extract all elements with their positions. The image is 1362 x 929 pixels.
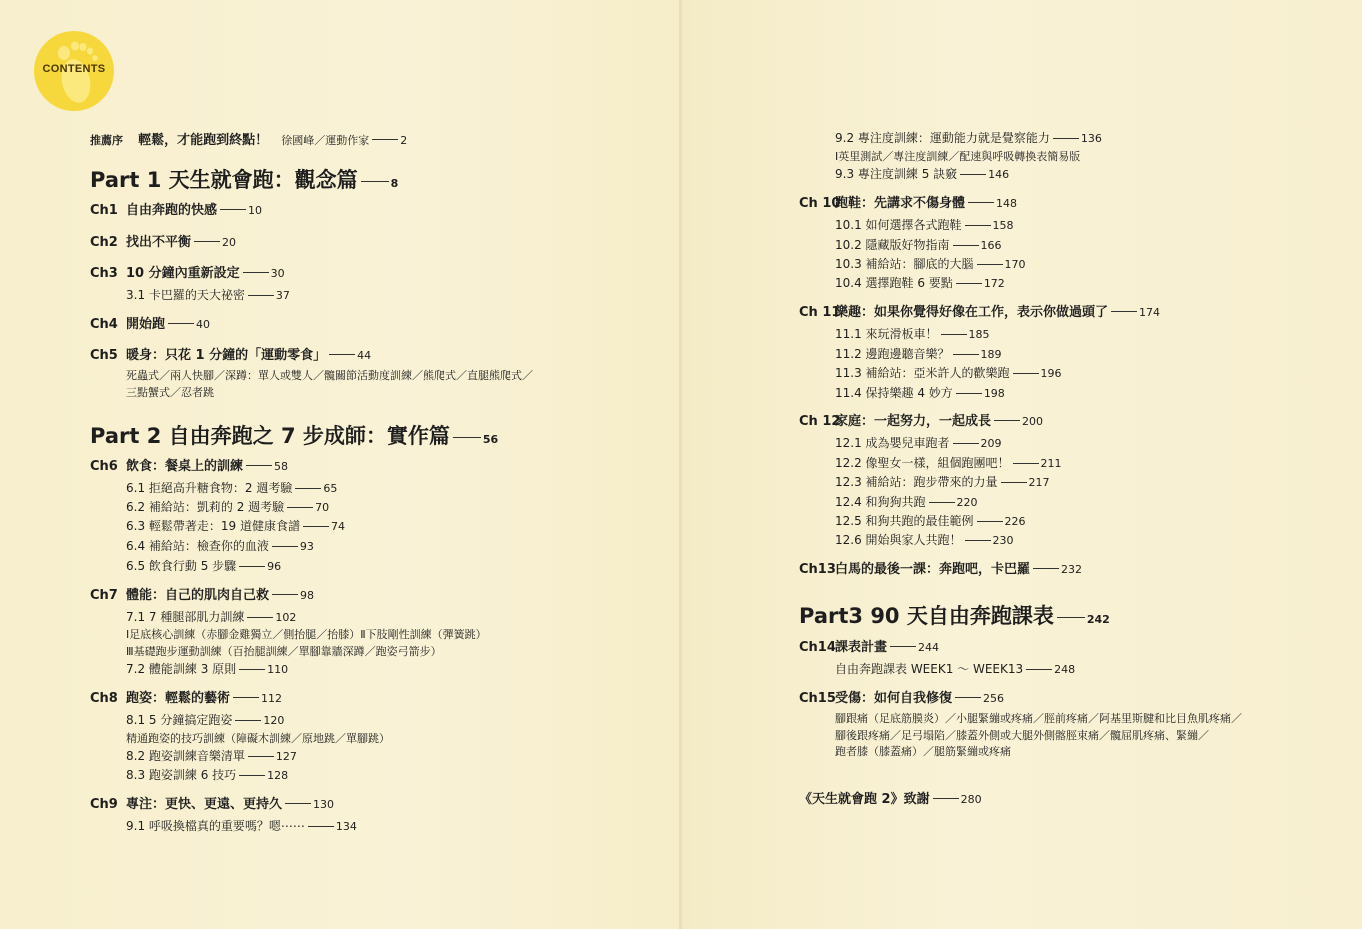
section-title: 12.6 開始與家人共跑！ [835,533,962,547]
page-number: 280 [960,793,982,806]
contents-badge [34,31,114,111]
leader-line [1111,311,1137,312]
leader-line [968,202,994,203]
leader-line [239,775,265,776]
page-number: 196 [1040,367,1062,380]
page-number: 70 [315,501,330,514]
chapter-title: 找出不平衡 [126,235,192,250]
preface-author: 徐國峰／運動作家 [281,134,370,147]
chapter-label: Ch 10 [799,196,841,211]
page-number: 37 [275,289,290,302]
section-title: 3.1 卡巴羅的天大祕密 [126,288,245,302]
chapter-title: 課表計畫 [835,640,888,655]
page-number: 56 [482,433,499,446]
chapter-entry [799,636,939,655]
section-entry [126,608,296,625]
section-entry [835,493,978,510]
chapter-entry [90,344,371,363]
leader-line [372,139,398,140]
chapter-note: 跑者膝（膝蓋痛）／腿筋緊繃或疼痛 [835,745,1011,758]
chapter-entry [90,313,210,332]
chapter-label: Ch9 [90,797,118,812]
page-number: 166 [980,239,1002,252]
section-entry [126,517,345,534]
page-number: 226 [1004,515,1026,528]
section-entry [126,817,357,834]
page-number: 128 [267,769,289,782]
leader-line [272,594,298,595]
page-number: 248 [1054,663,1076,676]
section-title: 自由奔跑課表 WEEK1 ～ WEEK13 [835,662,1024,676]
section-title: 11.1 來玩滑板車！ [835,327,938,341]
section-title: 6.4 補給站：檢查你的血液 [126,539,269,553]
chapter-title: 樂趣：如果你覺得好像在工作，表示你做過頭了 [835,305,1109,320]
section-entry [126,660,288,677]
section-title: 8.1 5 分鐘搞定跑姿 [126,713,233,727]
section-entry [835,364,1062,381]
leader-line [246,465,272,466]
page-number: 172 [983,277,1005,290]
leader-line [308,826,334,827]
page-number: 10 [248,204,263,217]
leader-line [960,174,986,175]
page-number: 40 [196,318,211,331]
section-title: 12.1 成為嬰兒車跑者 [835,436,950,450]
page-number: 189 [980,348,1002,361]
contents-label: CONTENTS [42,63,106,75]
chapter-title: 體能：自己的肌肉自己救 [126,588,270,603]
chapter-entry [90,455,288,474]
page-number: 110 [267,663,289,676]
section-title: 11.3 補給站：亞米許人的歡樂跑 [835,366,1010,380]
leader-line [890,646,916,647]
page-number: 58 [274,460,289,473]
page-number: 98 [300,589,315,602]
leader-line [956,283,982,284]
chapter-label: Ch6 [90,459,118,474]
leader-line [929,502,955,503]
section-title: 6.2 補給站：凱莉的 2 週考驗 [126,500,285,514]
chapter-entry [799,301,1160,320]
page-number: 93 [299,540,314,553]
chapter-label: Ch5 [90,348,118,363]
chapter-label: Ch15 [799,691,836,706]
leader-line [1013,373,1039,374]
page-number: 200 [1022,415,1044,428]
section-entry [835,129,1102,146]
section-title: 10.1 如何選擇各式跑鞋 [835,218,962,232]
section-title: 11.2 邊跑邊聽音樂？ [835,347,950,361]
page-number: 170 [1004,258,1026,271]
leader-line [168,323,194,324]
leader-line [303,526,329,527]
section-title: 6.1 拒絕高升糖食物：2 週考驗 [126,481,293,495]
leader-line [955,697,981,698]
section-title: 12.4 和狗狗共跑 [835,495,926,509]
section-entry [126,537,314,554]
chapter-entry [90,199,262,218]
page-number: 174 [1139,306,1161,319]
page-number: 230 [992,534,1014,547]
page-number: 96 [267,560,282,573]
leader-line [965,540,991,541]
leader-line [194,241,220,242]
section-title: 10.3 補給站：腳底的大腦 [835,257,974,271]
page-number: 136 [1080,132,1102,145]
leader-line [965,225,991,226]
acknowledgements-entry [799,788,982,807]
chapter-title: 暖身：只花 1 分鐘的「運動零食」 [126,348,327,363]
section-title: 9.1 呼吸換檔真的重要嗎？嗯⋯⋯ [126,819,305,833]
leader-line [453,437,481,438]
acknowledgements-title: 《天生就會跑 2》致謝 [799,792,930,807]
leader-line [1033,568,1059,569]
page-number: 127 [275,750,297,763]
page-number: 65 [323,482,338,495]
section-entry [835,255,1026,272]
leader-line [1057,617,1085,618]
page-number: 242 [1086,613,1110,626]
chapter-title: 家庭：一起努力，一起成長 [835,414,992,429]
chapter-entry [799,410,1043,429]
page-number: 2 [400,134,408,147]
section-note: Ⅰ足底核心訓練（赤腳金雞獨立／側抬腿／抬膝）Ⅱ下肢剛性訓練（彈簧跳） [126,628,487,641]
section-title: 6.3 輕鬆帶著走：19 道健康食譜 [126,519,300,533]
page-number: 20 [222,236,237,249]
section-note: Ⅲ基礎跑步運動訓練（百抬腿訓練／單腳靠牆深蹲／跑姿弓箭步） [126,645,442,658]
chapter-entry [90,231,236,250]
chapter-label: Ch3 [90,266,118,281]
chapter-note: 腳後跟疼痛／足弓塌陷／膝蓋外側或大腿外側髂脛束痛／髖屈肌疼痛、緊繃／ [835,729,1209,742]
leader-line [953,245,979,246]
leader-line [977,521,1003,522]
chapter-label: Ch14 [799,640,836,655]
page-number: 146 [988,168,1010,181]
section-entry [835,216,1014,233]
page-number: 8 [390,177,399,190]
leader-line [1026,669,1052,670]
preface-entry [90,129,407,148]
section-title: 12.3 補給站：跑步帶來的力量 [835,475,998,489]
section-entry [835,454,1062,471]
chapter-entry [799,192,1017,211]
leader-line [285,803,311,804]
page-number: 256 [983,692,1005,705]
leader-line [239,566,265,567]
section-title: 12.5 和狗共跑的最佳範例 [835,514,974,528]
chapter-entry [90,262,285,281]
chapter-title: 跑鞋：先講求不傷身體 [835,196,966,211]
page-number: 209 [980,437,1002,450]
page-number: 44 [357,349,372,362]
part-title: Part 1 天生就會跑：觀念篇 [90,168,358,192]
part-heading [799,600,1110,630]
leader-line [243,272,269,273]
part-title: Part 2 自由奔跑之 7 步成師：實作篇 [90,424,450,448]
section-entry [835,345,1002,362]
chapter-entry [90,584,314,603]
page-number: 102 [275,611,297,624]
section-title: 7.1 7 種腿部肌力訓練 [126,610,245,624]
chapter-label: Ch8 [90,691,118,706]
section-note: 精通跑姿的技巧訓練（障礙木訓練／原地跳／單腳跳） [126,732,390,745]
page-number: 30 [270,267,285,280]
leader-line [953,443,979,444]
section-title: 8.3 跑姿訓練 6 技巧 [126,768,237,782]
section-entry [126,557,281,574]
page-number: 112 [261,692,283,705]
chapter-title: 白馬的最後一課：奔跑吧，卡巴羅 [835,562,1031,577]
chapter-entry [799,687,1004,706]
leader-line [247,617,273,618]
leader-line [941,334,967,335]
section-title: 10.4 選擇跑鞋 6 要點 [835,276,953,290]
page-number: 130 [313,798,335,811]
chapter-label: Ch1 [90,203,118,218]
section-title: 12.2 像聖女一樣，組個跑團吧！ [835,456,1010,470]
page-number: 158 [992,219,1014,232]
chapter-title: 跑姿：輕鬆的藝術 [126,691,231,706]
page-number: 185 [968,328,990,341]
book-gutter [679,0,682,929]
section-title: 9.2 專注度訓練：運動能力就是覺察能力 [835,131,1050,145]
page-number: 198 [983,387,1005,400]
section-entry [126,747,297,764]
leader-line [287,507,313,508]
chapter-title: 自由奔跑的快感 [126,203,218,218]
part-title: Part3 90 天自由奔跑課表 [799,604,1054,628]
leader-line [248,756,274,757]
leader-line [956,393,982,394]
chapter-label: Ch2 [90,235,118,250]
page-number: 217 [1028,476,1050,489]
chapter-label: Ch 12 [799,414,841,429]
leader-line [977,264,1003,265]
chapter-title: 10 分鐘內重新設定 [126,266,240,281]
chapter-entry [799,558,1082,577]
section-entry [126,498,329,515]
chapter-title: 受傷：如何自我修復 [835,691,953,706]
chapter-title: 開始跑 [126,317,166,332]
leader-line [933,798,959,799]
leader-line [272,546,298,547]
leader-line [295,488,321,489]
page-number: 148 [996,197,1018,210]
chapter-note: 腳跟痛（足底筋膜炎）／小腿緊繃或疼痛／脛前疼痛／阿基里斯腱和比目魚肌疼痛／ [835,712,1242,725]
part-heading [90,420,498,450]
section-title: 10.2 隱藏版好物指南 [835,238,950,252]
chapter-title: 專注：更快、更遠、更持久 [126,797,283,812]
leader-line [239,669,265,670]
section-title: 7.2 體能訓練 3 原則 [126,662,237,676]
leader-line [1001,482,1027,483]
leader-line [235,720,261,721]
chapter-title: 飲食：餐桌上的訓練 [126,459,244,474]
leader-line [220,209,246,210]
leader-line [233,697,259,698]
section-title: 11.4 保持樂趣 4 妙方 [835,386,953,400]
preface-title: 輕鬆，才能跑到終點！ [138,133,269,148]
section-entry [126,711,284,728]
chapter-note: 死蟲式／兩人快腳／深蹲：單人或雙人／髖關節活動度訓練／熊爬式／直腿熊爬式／ [126,369,533,382]
section-entry [835,434,1002,451]
page-number: 74 [330,520,345,533]
page-number: 220 [956,496,978,509]
section-note: Ⅰ英里測試／專注度訓練／配速與呼吸轉換表簡易版 [835,150,1081,163]
section-entry [835,384,1005,401]
page-number: 120 [263,714,285,727]
leader-line [1053,138,1079,139]
section-entry [126,766,288,783]
section-entry [835,165,1009,182]
chapter-entry [90,793,334,812]
leader-line [1013,463,1039,464]
leader-line [329,354,355,355]
leader-line [248,295,274,296]
page-number: 211 [1040,457,1062,470]
section-entry [126,286,290,303]
chapter-label: Ch 11 [799,305,841,320]
leader-line [953,354,979,355]
section-entry [126,479,337,496]
section-entry [835,531,1014,548]
section-entry [835,325,990,342]
leader-line [994,420,1020,421]
chapter-label: Ch7 [90,588,118,603]
preface-label: 推薦序 [90,134,123,147]
page-number: 232 [1061,563,1083,576]
chapter-label: Ch4 [90,317,118,332]
section-entry [835,274,1005,291]
leader-line [361,181,389,182]
page-number: 244 [918,641,940,654]
part-heading [90,164,398,194]
chapter-note: 三點蟹式／忍者跳 [126,386,214,399]
section-title: 6.5 飲食行動 5 步驟 [126,559,237,573]
chapter-entry [90,687,282,706]
section-title: 8.2 跑姿訓練音樂清單 [126,749,245,763]
section-entry [835,512,1026,529]
section-entry [835,473,1050,490]
section-entry [835,660,1075,677]
section-title: 9.3 專注度訓練 5 訣竅 [835,167,958,181]
chapter-label: Ch13 [799,562,836,577]
section-entry [835,236,1002,253]
page-number: 134 [335,820,357,833]
